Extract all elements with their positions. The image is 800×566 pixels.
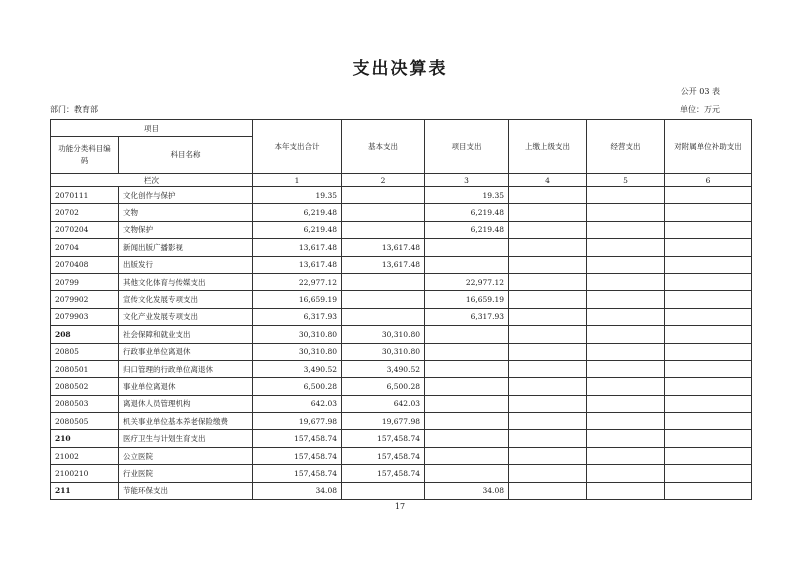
row-total: 30,310.80: [253, 343, 342, 360]
row-basic: 642.03: [342, 395, 425, 412]
row-subject-name: 其他文化体育与传媒支出: [119, 273, 253, 290]
header-project-expenditure: 项目支出: [425, 120, 509, 174]
row-code: 20702: [51, 204, 119, 221]
row-basic: 157,458.74: [342, 430, 425, 447]
table-row: [51, 447, 752, 464]
row-business: [587, 326, 665, 343]
row-upper: [509, 482, 587, 499]
row-basic: 6,500.28: [342, 378, 425, 395]
row-subject-name: 文物保护: [119, 221, 253, 238]
row-business: [587, 378, 665, 395]
header-project: 项目: [51, 120, 253, 137]
table-row: [51, 204, 752, 221]
row-basic: 13,617.48: [342, 256, 425, 273]
table-row: [51, 239, 752, 256]
col-num-4: 4: [509, 174, 587, 187]
row-subject-name: 节能环保支出: [119, 482, 253, 499]
row-subsidy: [665, 291, 752, 308]
row-basic: 19,677.98: [342, 413, 425, 430]
row-basic: 157,458.74: [342, 465, 425, 482]
row-total: 6,219.48: [253, 221, 342, 238]
row-subject-name: 行业医院: [119, 465, 253, 482]
row-subsidy: [665, 413, 752, 430]
header-upper: 上缴上级支出: [509, 120, 587, 174]
row-business: [587, 273, 665, 290]
row-code: 2080502: [51, 378, 119, 395]
page-title: 支出决算表: [352, 59, 448, 79]
row-subject-name: 行政事业单位离退休: [119, 343, 253, 360]
row-business: [587, 413, 665, 430]
row-project: 6,219.48: [425, 204, 509, 221]
row-code: 20805: [51, 343, 119, 360]
row-subject-name: 出版发行: [119, 256, 253, 273]
row-project: 22,977.12: [425, 273, 509, 290]
row-total: 34.08: [253, 482, 342, 499]
table-row: [51, 395, 752, 412]
row-subsidy: [665, 465, 752, 482]
row-code: 20704: [51, 239, 119, 256]
table-row: [51, 378, 752, 395]
row-code: 2100210: [51, 465, 119, 482]
row-project: [425, 430, 509, 447]
row-project: [425, 256, 509, 273]
row-upper: [509, 326, 587, 343]
row-code: 2080505: [51, 413, 119, 430]
table-row: [51, 413, 752, 430]
row-basic: [342, 187, 425, 204]
col-num-5: 5: [587, 174, 665, 187]
row-subsidy: [665, 343, 752, 360]
col-num-2: 2: [342, 174, 425, 187]
row-subsidy: [665, 308, 752, 325]
row-total: 157,458.74: [253, 447, 342, 464]
row-basic: [342, 204, 425, 221]
row-project: [425, 465, 509, 482]
row-subsidy: [665, 447, 752, 464]
row-upper: [509, 221, 587, 238]
expenditure-table: [50, 119, 752, 500]
row-basic: [342, 221, 425, 238]
table-row: [51, 465, 752, 482]
row-project: [425, 378, 509, 395]
table-row: [51, 308, 752, 325]
row-total: 3,490.52: [253, 360, 342, 377]
row-project: 34.08: [425, 482, 509, 499]
row-basic: 3,490.52: [342, 360, 425, 377]
row-subject-name: 离退休人员管理机构: [119, 395, 253, 412]
row-subsidy: [665, 482, 752, 499]
row-subsidy: [665, 430, 752, 447]
row-business: [587, 221, 665, 238]
row-subject-name: 归口管理的行政单位离退休: [119, 360, 253, 377]
row-code: 2080503: [51, 395, 119, 412]
row-code: 2070111: [51, 187, 119, 204]
row-business: [587, 187, 665, 204]
col-num-1: 1: [253, 174, 342, 187]
row-subject-name: 文化创作与保护: [119, 187, 253, 204]
table-row: [51, 482, 752, 499]
row-subsidy: [665, 273, 752, 290]
row-code: 2080501: [51, 360, 119, 377]
row-project: 19.35: [425, 187, 509, 204]
row-code: 21002: [51, 447, 119, 464]
row-project: [425, 447, 509, 464]
form-code: 公开 03 表: [680, 87, 720, 96]
row-subject-name: 社会保障和就业支出: [119, 326, 253, 343]
page-number: 17: [394, 502, 406, 511]
table-body: [51, 187, 752, 500]
row-basic: 13,617.48: [342, 239, 425, 256]
row-business: [587, 447, 665, 464]
row-total: 6,317.93: [253, 308, 342, 325]
header-total: 本年支出合计: [253, 120, 342, 174]
header-subject-name: 科目名称: [119, 137, 253, 174]
row-upper: [509, 430, 587, 447]
row-total: 13,617.48: [253, 239, 342, 256]
row-business: [587, 291, 665, 308]
row-basic: 157,458.74: [342, 447, 425, 464]
row-subject-name: 文化产业发展专项支出: [119, 308, 253, 325]
row-project: [425, 413, 509, 430]
row-total: 6,500.28: [253, 378, 342, 395]
row-business: [587, 465, 665, 482]
row-project: [425, 343, 509, 360]
table-row: [51, 430, 752, 447]
row-code: 211: [51, 482, 119, 499]
row-project: 6,219.48: [425, 221, 509, 238]
row-subsidy: [665, 239, 752, 256]
header-business: 经营支出: [587, 120, 665, 174]
row-business: [587, 343, 665, 360]
row-total: 16,659.19: [253, 291, 342, 308]
row-total: 13,617.48: [253, 256, 342, 273]
row-upper: [509, 308, 587, 325]
row-total: 30,310.80: [253, 326, 342, 343]
row-upper: [509, 256, 587, 273]
row-total: 642.03: [253, 395, 342, 412]
table-row: [51, 326, 752, 343]
row-code: 210: [51, 430, 119, 447]
department-label: 部门：教育部: [50, 105, 98, 114]
row-basic: [342, 291, 425, 308]
row-subject-name: 机关事业单位基本养老保险缴费: [119, 413, 253, 430]
row-total: 157,458.74: [253, 465, 342, 482]
col-num-3: 3: [425, 174, 509, 187]
row-basic: 30,310.80: [342, 343, 425, 360]
header-row-label: 栏次: [51, 174, 253, 187]
row-subject-name: 宣传文化发展专项支出: [119, 291, 253, 308]
row-basic: 30,310.80: [342, 326, 425, 343]
row-upper: [509, 378, 587, 395]
row-business: [587, 430, 665, 447]
header-basic: 基本支出: [342, 120, 425, 174]
row-business: [587, 482, 665, 499]
row-subsidy: [665, 395, 752, 412]
row-business: [587, 395, 665, 412]
row-subsidy: [665, 360, 752, 377]
row-code: 2079902: [51, 291, 119, 308]
table-row: [51, 256, 752, 273]
row-project: [425, 239, 509, 256]
table-row: [51, 343, 752, 360]
row-upper: [509, 395, 587, 412]
row-upper: [509, 273, 587, 290]
row-basic: [342, 482, 425, 499]
row-upper: [509, 360, 587, 377]
row-upper: [509, 291, 587, 308]
unit-label: 单位：万元: [680, 105, 720, 114]
row-business: [587, 239, 665, 256]
row-upper: [509, 447, 587, 464]
row-project: [425, 326, 509, 343]
row-code: 2079903: [51, 308, 119, 325]
table-row: [51, 360, 752, 377]
row-total: 19,677.98: [253, 413, 342, 430]
row-code: 20799: [51, 273, 119, 290]
table-row: [51, 291, 752, 308]
row-code: 208: [51, 326, 119, 343]
row-basic: [342, 273, 425, 290]
row-project: 16,659.19: [425, 291, 509, 308]
table-row: [51, 273, 752, 290]
row-total: 157,458.74: [253, 430, 342, 447]
row-total: 19.35: [253, 187, 342, 204]
col-num-6: 6: [665, 174, 752, 187]
row-code: 2070408: [51, 256, 119, 273]
row-business: [587, 360, 665, 377]
row-upper: [509, 187, 587, 204]
row-upper: [509, 343, 587, 360]
row-business: [587, 256, 665, 273]
row-subsidy: [665, 187, 752, 204]
row-subsidy: [665, 204, 752, 221]
row-code: 2070204: [51, 221, 119, 238]
header-func-code: 功能分类科目编码: [51, 137, 119, 174]
row-total: 22,977.12: [253, 273, 342, 290]
row-subject-name: 文物: [119, 204, 253, 221]
row-total: 6,219.48: [253, 204, 342, 221]
table-row: [51, 187, 752, 204]
row-project: 6,317.93: [425, 308, 509, 325]
row-business: [587, 308, 665, 325]
row-subsidy: [665, 378, 752, 395]
row-business: [587, 204, 665, 221]
row-subject-name: 公立医院: [119, 447, 253, 464]
row-upper: [509, 239, 587, 256]
row-upper: [509, 465, 587, 482]
row-subsidy: [665, 221, 752, 238]
row-project: [425, 395, 509, 412]
header-subsidy: 对附属单位补助支出: [665, 120, 752, 174]
row-subsidy: [665, 326, 752, 343]
row-project: [425, 360, 509, 377]
row-subject-name: 事业单位离退休: [119, 378, 253, 395]
row-basic: [342, 308, 425, 325]
row-upper: [509, 413, 587, 430]
row-subsidy: [665, 256, 752, 273]
row-upper: [509, 204, 587, 221]
row-subject-name: 新闻出版广播影视: [119, 239, 253, 256]
table-row: [51, 221, 752, 238]
row-subject-name: 医疗卫生与计划生育支出: [119, 430, 253, 447]
